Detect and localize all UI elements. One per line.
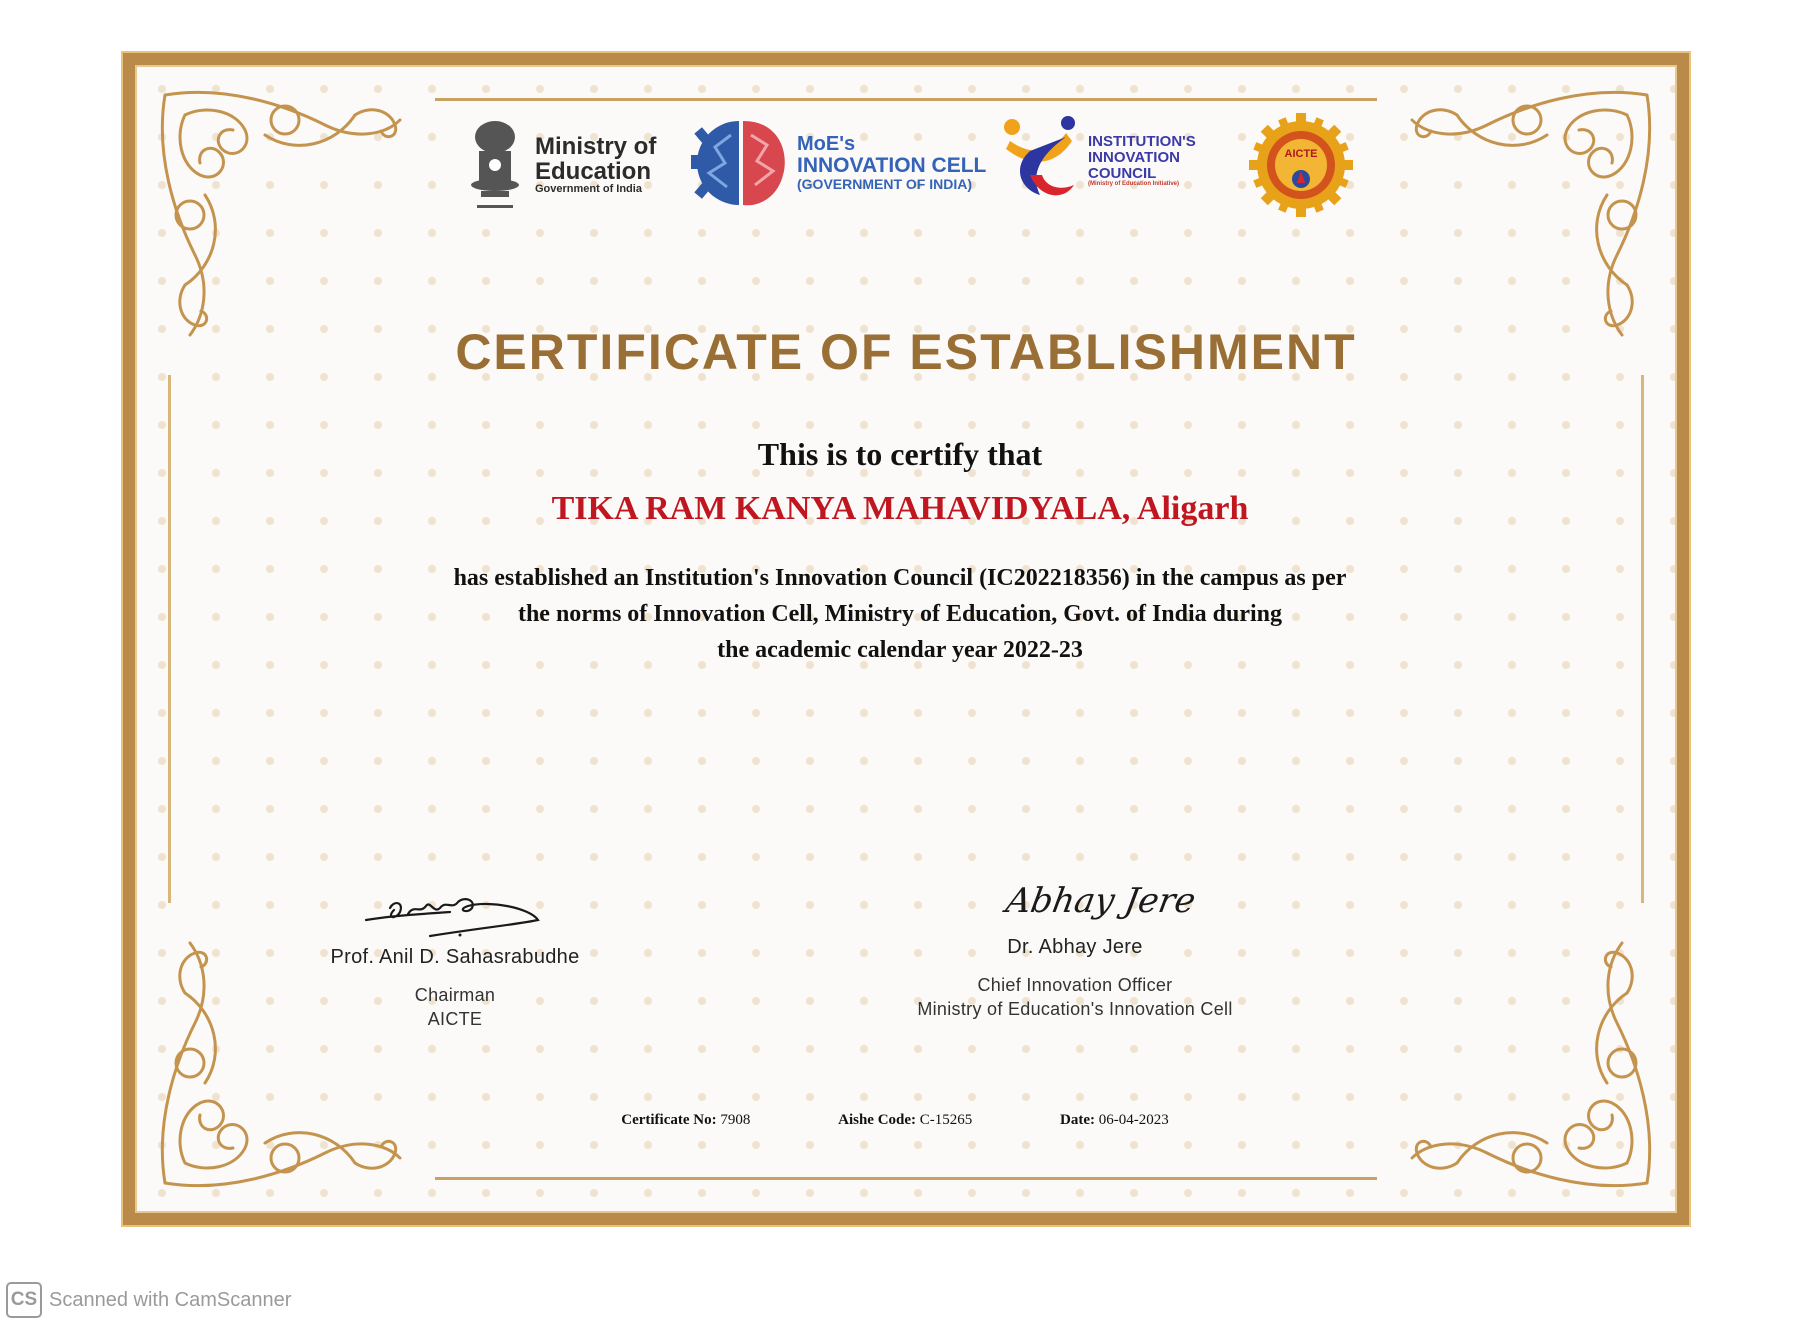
signatory-right-role2: Ministry of Education's Innovation Cell bbox=[917, 999, 1233, 1019]
corner-ornament-icon bbox=[1397, 903, 1667, 1203]
iic-line3: COUNCIL bbox=[1088, 164, 1157, 182]
date-value: 06-04-2023 bbox=[1098, 1112, 1169, 1128]
body-line: the academic calendar year 2022-23 bbox=[717, 637, 1083, 663]
aicte-seal-icon bbox=[1249, 113, 1353, 217]
cert-no-value: 7908 bbox=[720, 1112, 751, 1128]
brain-gear-icon bbox=[691, 115, 791, 211]
aishe-code bbox=[838, 1112, 972, 1129]
signatory-right-name: Dr. Abhay Jere bbox=[1007, 936, 1143, 958]
aicte-logo bbox=[1249, 113, 1353, 217]
signatory-left-name: Prof. Anil D. Sahasrabudhe bbox=[330, 946, 580, 968]
ministry-of-education-logo bbox=[465, 115, 656, 215]
signatory-left-role1: Chairman bbox=[414, 985, 496, 1005]
cell-line2: INNOVATION CELL bbox=[797, 154, 987, 178]
body-line: has established an Institution's Innovation Council (IC202218356) in the campus as per bbox=[453, 565, 1347, 591]
emblem-icon bbox=[465, 115, 525, 215]
moe-line1: Ministry of bbox=[535, 133, 657, 161]
cell-line3: (GOVERNMENT OF INDIA) bbox=[797, 176, 972, 193]
moe-line2: Education bbox=[535, 158, 652, 186]
date-label: Date: bbox=[1060, 1112, 1096, 1128]
border-line-bottom bbox=[435, 1177, 1377, 1180]
aicte-label: AICTE bbox=[1284, 148, 1318, 160]
aishe-label: Aishe Code: bbox=[838, 1112, 917, 1128]
signatory-right-role1: Chief Innovation Officer bbox=[977, 975, 1173, 995]
institution-name: TIKA RAM KANYA MAHAVIDYALA, Aligarh bbox=[551, 490, 1249, 527]
innovation-cell-logo bbox=[691, 115, 986, 211]
iic-line2: INNOVATION bbox=[1088, 148, 1180, 166]
iic-figure-icon bbox=[1000, 115, 1080, 207]
certify-intro: This is to certify that bbox=[757, 436, 1043, 472]
issue-date bbox=[1060, 1112, 1169, 1129]
camscanner-logo-icon: CS bbox=[6, 1282, 42, 1318]
cert-no-label: Certificate No: bbox=[621, 1112, 717, 1128]
signature-right-text: Abhay Jere bbox=[1003, 881, 1199, 921]
signatory-left-role2: AICTE bbox=[427, 1009, 483, 1029]
certificate-body bbox=[0, 560, 1800, 668]
signatory-left-role bbox=[290, 983, 620, 1031]
body-line: the norms of Innovation Cell, Ministry of Education, Govt. of India during bbox=[517, 601, 1283, 627]
iic-sub: (Ministry of Education Initiative) bbox=[1088, 181, 1180, 188]
iic-logo bbox=[1000, 115, 1196, 207]
certificate-number bbox=[621, 1112, 750, 1129]
cell-line1: MoE's bbox=[797, 133, 856, 156]
camscanner-watermark bbox=[6, 1282, 291, 1318]
signature-right-image bbox=[990, 870, 1199, 932]
certificate-footer bbox=[0, 1112, 1800, 1129]
certificate-title: CERTIFICATE OF ESTABLISHMENT bbox=[455, 324, 1357, 380]
signature-left-image bbox=[360, 880, 550, 942]
iic-line1: INSTITUTION'S bbox=[1088, 133, 1196, 151]
moe-sub: Government of India bbox=[535, 183, 642, 196]
border-line-top bbox=[435, 98, 1377, 101]
signatory-right-role bbox=[880, 973, 1270, 1021]
signatory-left bbox=[290, 890, 620, 1031]
aishe-value: C-15265 bbox=[919, 1112, 973, 1128]
logo-row bbox=[465, 115, 1365, 235]
signatory-right bbox=[880, 881, 1270, 1021]
camscanner-text: Scanned with CamScanner bbox=[49, 1288, 292, 1311]
